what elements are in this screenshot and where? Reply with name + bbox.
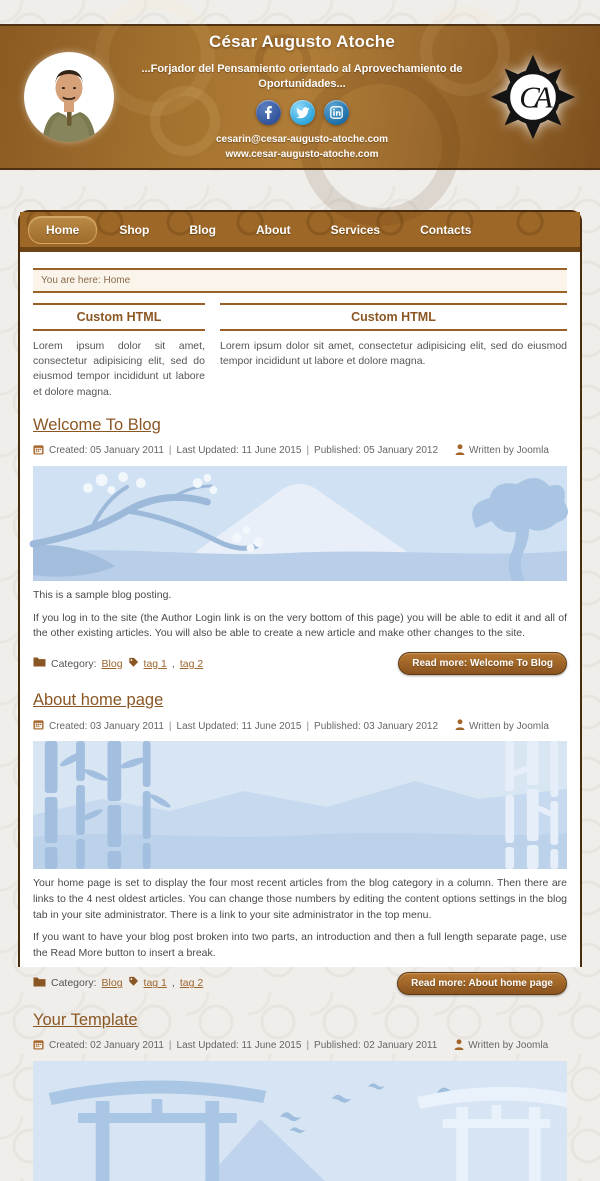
tag-link[interactable]: tag 1 xyxy=(143,657,167,670)
header-website[interactable]: www.cesar-augusto-atoche.com xyxy=(225,148,379,160)
site-header xyxy=(0,24,600,170)
post-paragraph: If you log in to the site (the Author Login link is on the very bottom of this page) you will be able to edit it and all of the other existing articles. You will also be able to create a new article and make other changes to the site. xyxy=(33,611,567,640)
torii-gates-illustration xyxy=(33,1061,567,1181)
category-label: Category: xyxy=(51,977,97,990)
main-navigation xyxy=(20,212,580,247)
linkedin-icon[interactable] xyxy=(324,100,349,125)
post-meta xyxy=(33,719,567,733)
post-published: Published: 02 January 2011 xyxy=(314,1040,438,1052)
post-meta xyxy=(33,444,567,458)
tag-link[interactable]: tag 1 xyxy=(143,977,167,990)
meta-separator: | xyxy=(168,720,172,732)
post-meta xyxy=(33,1039,567,1053)
post-author: Written by Joomla xyxy=(468,1040,549,1052)
post-published: Published: 05 January 2012 xyxy=(314,445,439,457)
nav-item-about[interactable]: About xyxy=(256,222,291,237)
author-person-icon xyxy=(455,719,465,733)
tag-link[interactable]: tag 2 xyxy=(179,977,204,990)
read-more-button[interactable]: Read more: About home page xyxy=(397,972,567,995)
page-top-pattern xyxy=(0,0,600,24)
nav-item-contacts[interactable]: Contacts xyxy=(420,222,472,237)
post-author: Written by Joomla xyxy=(469,445,549,457)
blog-post-your-template xyxy=(33,1011,567,1181)
nav-item-home[interactable]: Home xyxy=(28,216,97,244)
calendar-icon xyxy=(33,444,44,458)
breadcrumb-prefix: You are here: xyxy=(41,275,101,286)
meta-separator: | xyxy=(168,1040,172,1052)
post-created: Created: 02 January 2011 xyxy=(49,1040,164,1052)
category-link[interactable]: Blog xyxy=(101,657,123,670)
nav-item-blog[interactable]: Blog xyxy=(189,222,217,237)
header-email[interactable]: cesarin@cesar-augusto-atoche.com xyxy=(215,134,389,146)
post-updated: Last Updated: 11 June 2015 xyxy=(176,445,302,457)
tag-separator: , xyxy=(171,977,175,990)
tag-link[interactable]: tag 2 xyxy=(179,657,204,670)
tag-separator: , xyxy=(171,657,175,670)
custom-html-module-left xyxy=(33,303,205,400)
author-person-icon xyxy=(455,444,465,458)
site-tagline: ...Forjador del Pensamiento orientado al Aprovechamiento de Oportunidades... xyxy=(141,62,463,90)
post-paragraph: Your home page is set to display the four most recent articles from the blog category in a column. Then there are links to the 4 nest oldest articles. You can change those numbers by editing the content options settings in the blog tab in your site administrator. There is a link to your site administrator in the top menu. xyxy=(33,877,567,921)
post-updated: Last Updated: 11 June 2015 xyxy=(176,720,302,732)
svg-text:CA: CA xyxy=(519,79,547,115)
blog-post-welcome xyxy=(33,416,567,675)
post-author: Written by Joomla xyxy=(469,720,549,732)
ca-sun-logo-icon[interactable] xyxy=(490,54,576,140)
category-row xyxy=(33,657,203,671)
custom-html-module-right xyxy=(220,303,567,400)
main-container xyxy=(18,210,582,1052)
post-title-link[interactable]: About home page xyxy=(33,691,164,710)
category-link[interactable]: Blog xyxy=(101,977,123,990)
post-paragraph: If you want to have your blog post broken into two parts, an introduction and then a full length separate page, use the Read More button to insert a break. xyxy=(33,931,567,960)
post-created: Created: 03 January 2011 xyxy=(49,720,164,732)
post-published: Published: 03 January 2012 xyxy=(314,720,439,732)
breadcrumb-current: Home xyxy=(103,275,131,286)
meta-separator: | xyxy=(306,1040,310,1052)
module-title: Custom HTML xyxy=(33,303,205,331)
post-updated: Last Updated: 11 June 2015 xyxy=(176,1040,302,1052)
facebook-icon[interactable] xyxy=(256,100,281,125)
meta-separator: | xyxy=(306,720,310,732)
twitter-icon[interactable] xyxy=(290,100,315,125)
category-label: Category: xyxy=(51,657,97,670)
meta-separator: | xyxy=(306,445,310,457)
category-row xyxy=(33,976,203,990)
site-title: César Augusto Atoche xyxy=(209,31,395,51)
breadcrumb xyxy=(33,268,567,293)
folder-icon xyxy=(33,977,46,990)
nav-item-services[interactable]: Services xyxy=(330,222,381,237)
author-person-icon xyxy=(454,1039,464,1053)
tag-icon xyxy=(128,657,139,671)
portrait-photo-icon xyxy=(24,52,114,142)
folder-icon xyxy=(33,657,46,670)
fuji-mountain-sakura-illustration xyxy=(33,466,567,581)
meta-separator: | xyxy=(168,445,172,457)
module-title: Custom HTML xyxy=(220,303,567,331)
module-body: Lorem ipsum dolor sit amet, consectetur adipisicing elit, sed do eiusmod tempor incididunt ut labore et dolore magna. xyxy=(220,340,567,368)
post-created: Created: 05 January 2011 xyxy=(49,445,164,457)
header-gap-pattern xyxy=(0,170,600,210)
post-title-link[interactable]: Welcome To Blog xyxy=(33,415,161,434)
blog-post-about-home xyxy=(33,691,567,995)
avatar xyxy=(24,52,114,142)
nav-item-shop[interactable]: Shop xyxy=(119,222,150,237)
module-body: Lorem ipsum dolor sit amet, consectetur adipisicing elit, sed do eiusmod tempor incididunt ut labore et dolore magna. xyxy=(33,340,205,398)
post-title-link[interactable]: Your Template xyxy=(33,1010,138,1029)
bamboo-forest-illustration xyxy=(33,741,567,869)
calendar-icon xyxy=(33,1039,44,1053)
post-paragraph: This is a sample blog posting. xyxy=(33,588,172,601)
calendar-icon xyxy=(33,719,44,733)
read-more-button[interactable]: Read more: Welcome To Blog xyxy=(398,652,567,675)
tag-icon xyxy=(128,976,139,990)
